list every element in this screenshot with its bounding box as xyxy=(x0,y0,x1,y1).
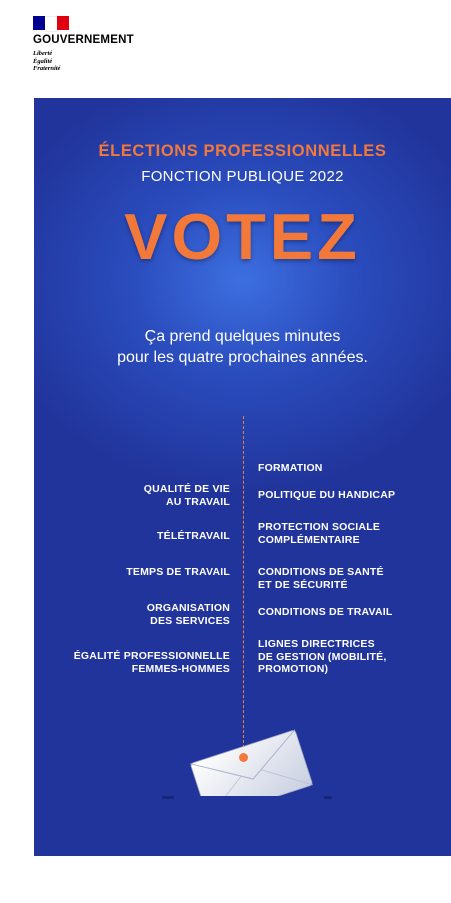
election-poster xyxy=(34,98,451,856)
topic-line: PROTECTION SOCIALE xyxy=(258,521,381,533)
topic-right xyxy=(258,566,384,591)
topic-line: QUALITÉ DE VIE xyxy=(143,483,230,495)
topic-line: TÉLÉTRAVAIL xyxy=(157,530,230,542)
motto-line: Fraternité xyxy=(33,65,61,72)
topic-line: PROMOTION) xyxy=(258,663,329,675)
tagline-line: pour les quatre prochaines années. xyxy=(117,349,368,366)
topic-line: POLITIQUE DU HANDICAP xyxy=(258,489,396,501)
topic-right xyxy=(258,521,380,546)
poster-tagline xyxy=(34,326,451,368)
topic-line: DES SERVICES xyxy=(150,614,230,627)
topic-line: LIGNES DIRECTRICES xyxy=(258,638,375,650)
topic-left xyxy=(74,650,230,675)
divider-end-dot xyxy=(239,753,248,762)
government-logo xyxy=(33,14,163,84)
poster-subtitle: FONCTION PUBLIQUE 2022 xyxy=(141,168,344,185)
motto-line: Égalité xyxy=(33,57,53,65)
topic-line: CONDITIONS DE SANTÉ xyxy=(258,566,384,578)
topic-left xyxy=(147,602,230,627)
topic-line: COMPLÉMENTAIRE xyxy=(258,533,360,546)
topic-line: FORMATION xyxy=(258,462,323,474)
topic-right xyxy=(258,638,386,676)
government-name: GOUVERNEMENT xyxy=(33,34,134,46)
republic-motto xyxy=(33,50,60,73)
topic-right xyxy=(258,606,392,619)
poster-headline: VOTEZ xyxy=(124,200,361,273)
topic-line: AU TRAVAIL xyxy=(165,495,230,508)
topic-right xyxy=(258,462,323,475)
poster-kicker: ÉLECTIONS PROFESSIONNELLES xyxy=(98,142,387,160)
topic-line: DE GESTION (MOBILITÉ, xyxy=(258,650,387,663)
topic-line: ORGANISATION xyxy=(146,602,230,614)
dashed-divider xyxy=(243,416,244,753)
envelope-icon xyxy=(174,718,324,808)
topic-line: FEMMES-HOMMES xyxy=(131,662,230,675)
motto-line: Liberté xyxy=(33,50,53,57)
topic-left xyxy=(126,566,230,579)
topic-left xyxy=(144,483,230,508)
topic-line: TEMPS DE TRAVAIL xyxy=(126,566,230,578)
topic-line: ÉGALITÉ PROFESSIONNELLE xyxy=(73,650,230,662)
topic-line: CONDITIONS DE TRAVAIL xyxy=(258,606,393,618)
topic-right xyxy=(258,489,395,502)
tagline-line: Ça prend quelques minutes xyxy=(144,328,341,345)
topic-left xyxy=(157,530,230,543)
topic-line: ET DE SÉCURITÉ xyxy=(258,578,348,591)
french-flag-icon xyxy=(33,16,69,30)
